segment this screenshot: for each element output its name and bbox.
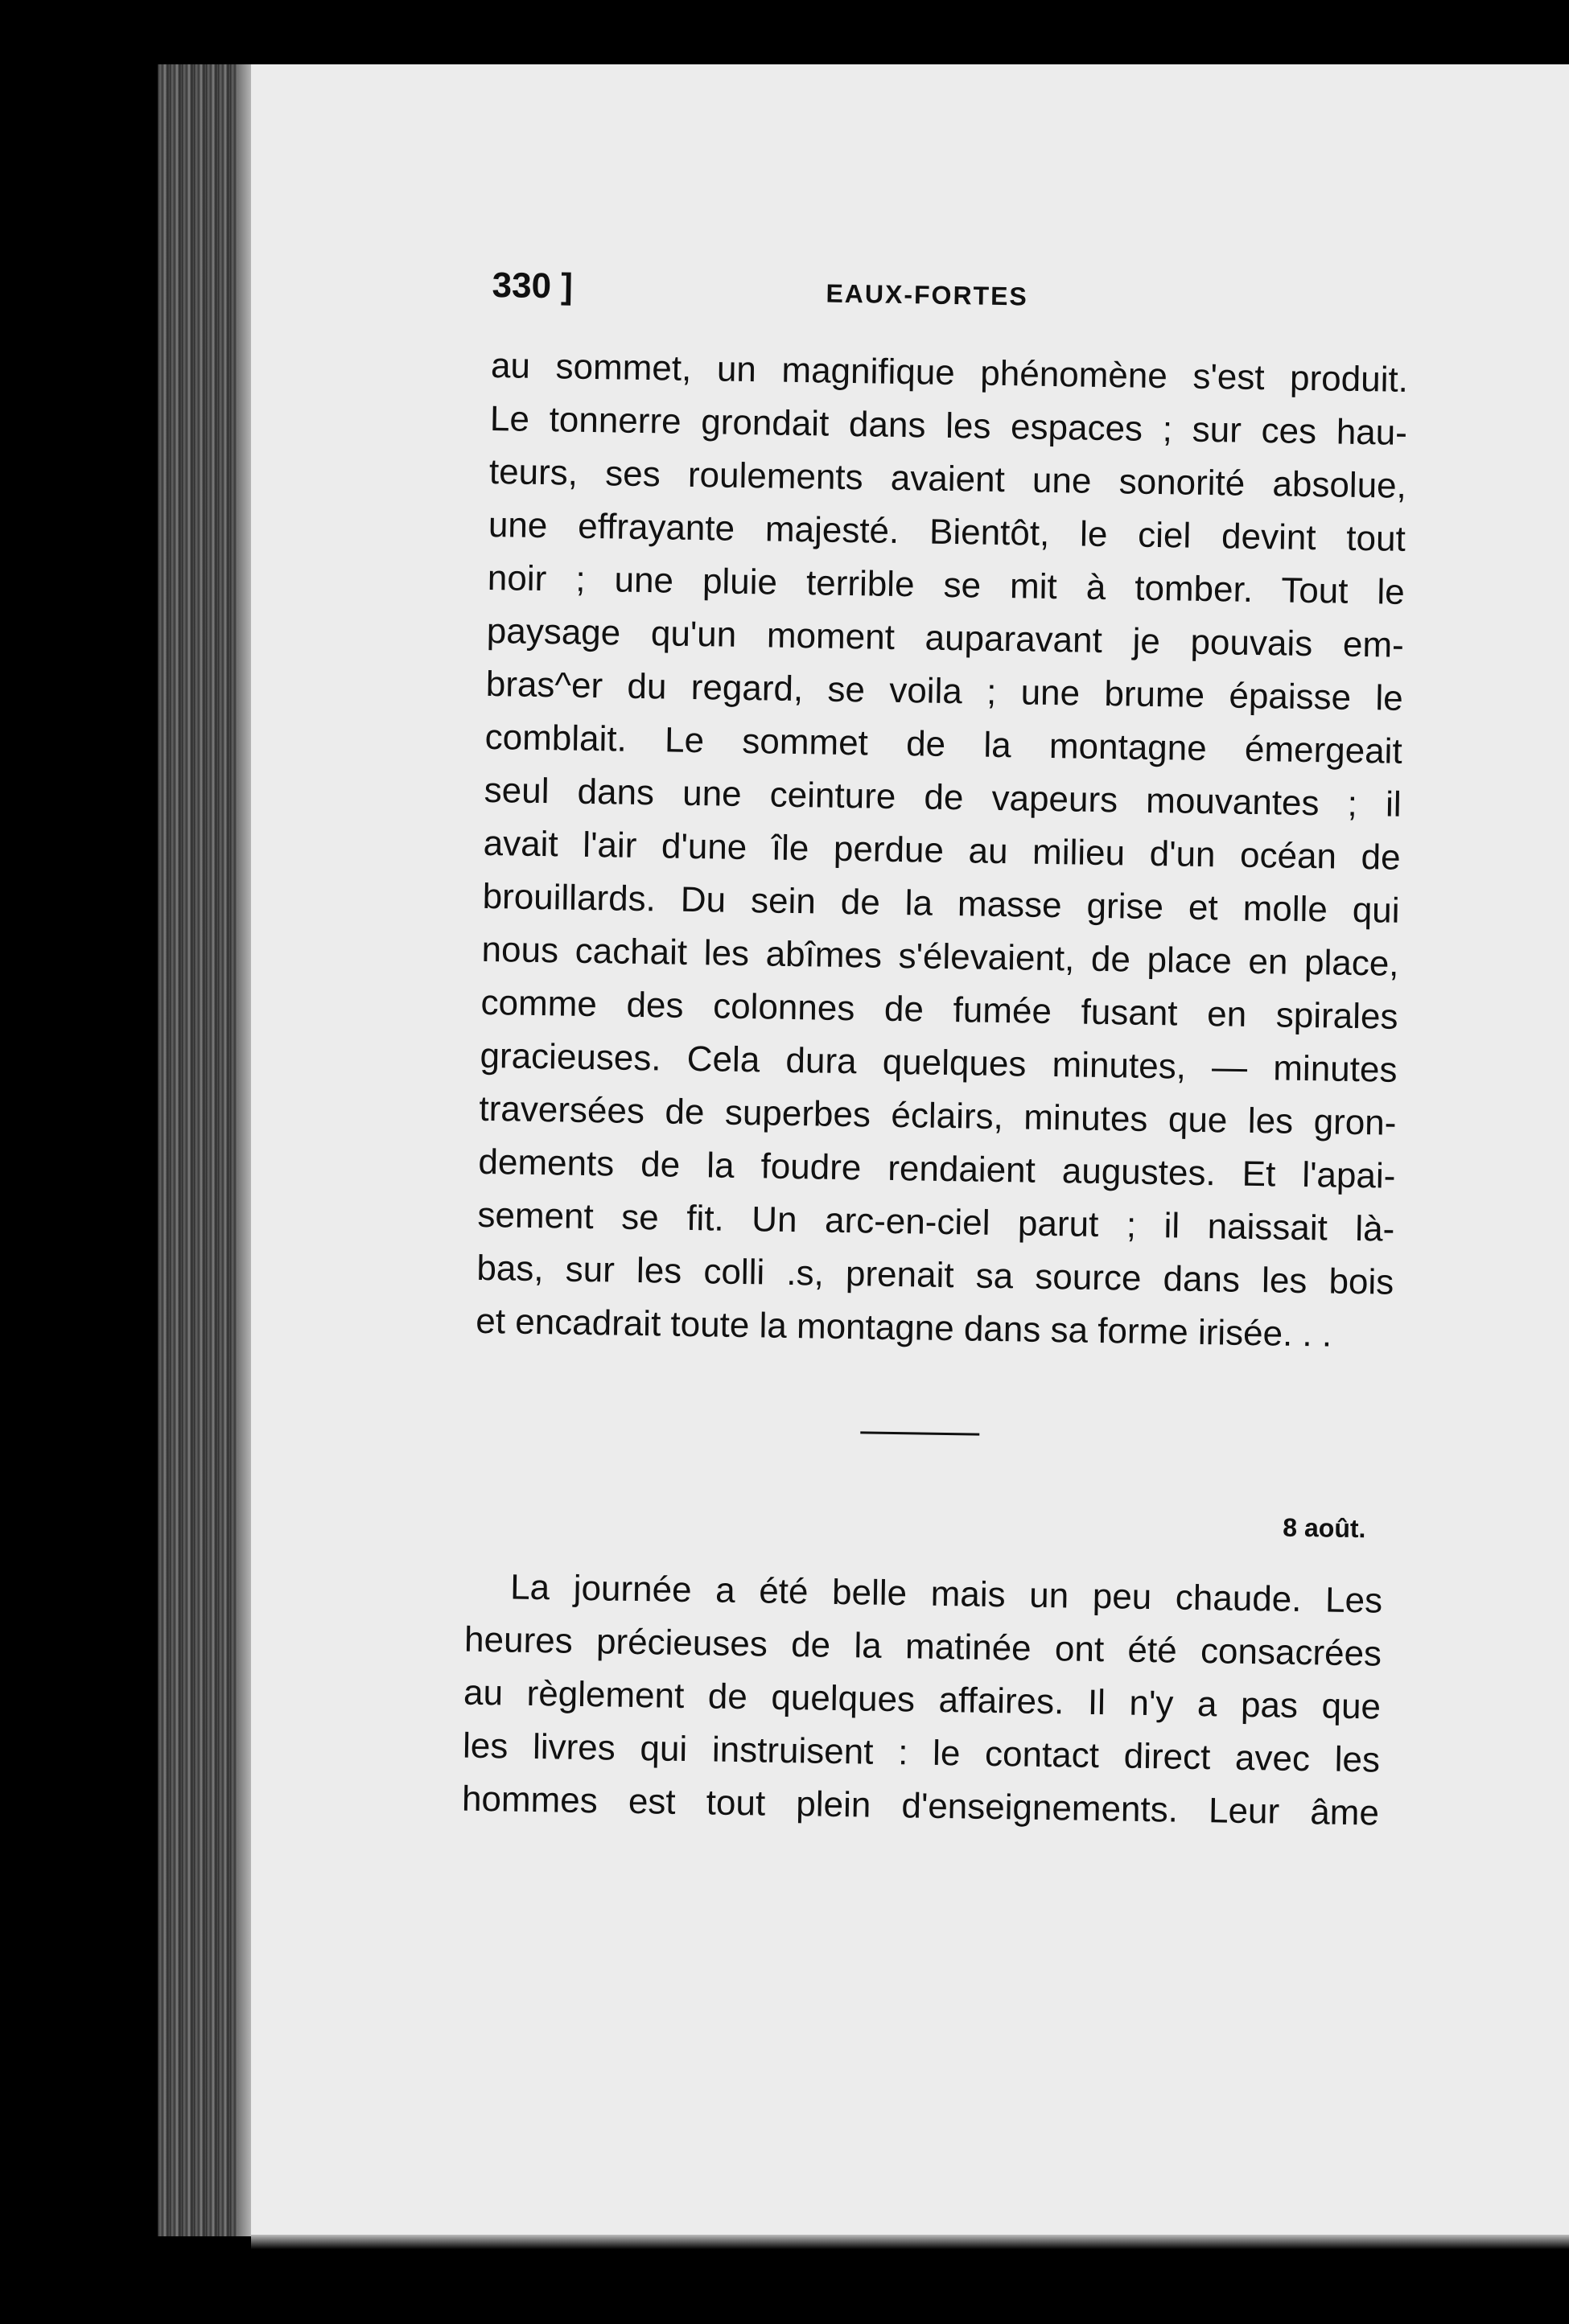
text-line: brouillards. Du sein de la masse grise et molle qui <box>482 876 1400 931</box>
text-line: dements de la foudre rendaient augustes. Et l'apai- <box>478 1141 1396 1196</box>
text-line: comblait. Le sommet de la montagne émergeait <box>484 717 1403 771</box>
book-page <box>251 64 1569 2240</box>
text-line: paysage qu'un moment auparavant je pouvais em- <box>486 611 1405 665</box>
page-number: 330 ] <box>492 265 574 306</box>
running-title: EAUX-FORTES <box>826 278 1029 311</box>
text-line: heures précieuses de la matinée ont été consacrées <box>463 1619 1382 1674</box>
paragraph-1 <box>476 339 1569 1367</box>
text-line: gracieuses. Cela dura quelques minutes, — minutes <box>480 1035 1398 1090</box>
text-line: bas, sur les colli .s, prenait sa source dans les bois <box>476 1248 1394 1302</box>
text-line: sement se fit. Un arc-en-ciel parut ; il naissait là- <box>477 1195 1395 1249</box>
text-line: traversées de superbes éclairs, minutes que les gron- <box>479 1088 1397 1143</box>
text-line: La journée a été belle mais un peu chaude. Les <box>509 1567 1383 1621</box>
text-line: au règlement de quelques affaires. Il n'y a pas que <box>463 1672 1382 1727</box>
text-line: comme des colonnes de fumée fusant en spirales <box>480 982 1398 1037</box>
section-divider <box>860 1431 979 1435</box>
text-line: teurs, ses roulements avaient une sonorité absolue, <box>488 451 1407 506</box>
page-bottom-shadow <box>251 2235 1569 2249</box>
text-line: au sommet, un magnifique phénomène s'est produit. <box>490 345 1409 400</box>
text-line: Le tonnerre grondait dans les espaces ; sur ces hau- <box>489 398 1408 453</box>
entry-date: 8 août. <box>1283 1512 1366 1544</box>
running-head <box>492 265 1569 348</box>
text-line: noir ; une pluie terrible se mit à tomber. Tout le <box>487 557 1406 612</box>
page-content <box>461 265 1569 1845</box>
text-line: bras^er du regard, se voila ; une brume épaisse le <box>485 664 1404 718</box>
text-line: une effrayante majesté. Bientôt, le ciel devint tout <box>488 504 1406 559</box>
paragraph-2 <box>462 1561 1569 1845</box>
text-line: hommes est tout plein d'enseignements. Leur âme <box>461 1779 1380 1833</box>
text-line: et encadrait toute la montagne dans sa forme irisée. . . <box>475 1301 1332 1355</box>
text-line: avait l'air d'une île perdue au milieu d'un océan de <box>483 823 1401 878</box>
text-line: seul dans une ceinture de vapeurs mouvantes ; il <box>484 770 1402 825</box>
text-line: nous cachait les abîmes s'élevaient, de place en place, <box>481 929 1399 984</box>
text-line: les livres qui instruisent : le contact direct avec les <box>462 1726 1381 1780</box>
